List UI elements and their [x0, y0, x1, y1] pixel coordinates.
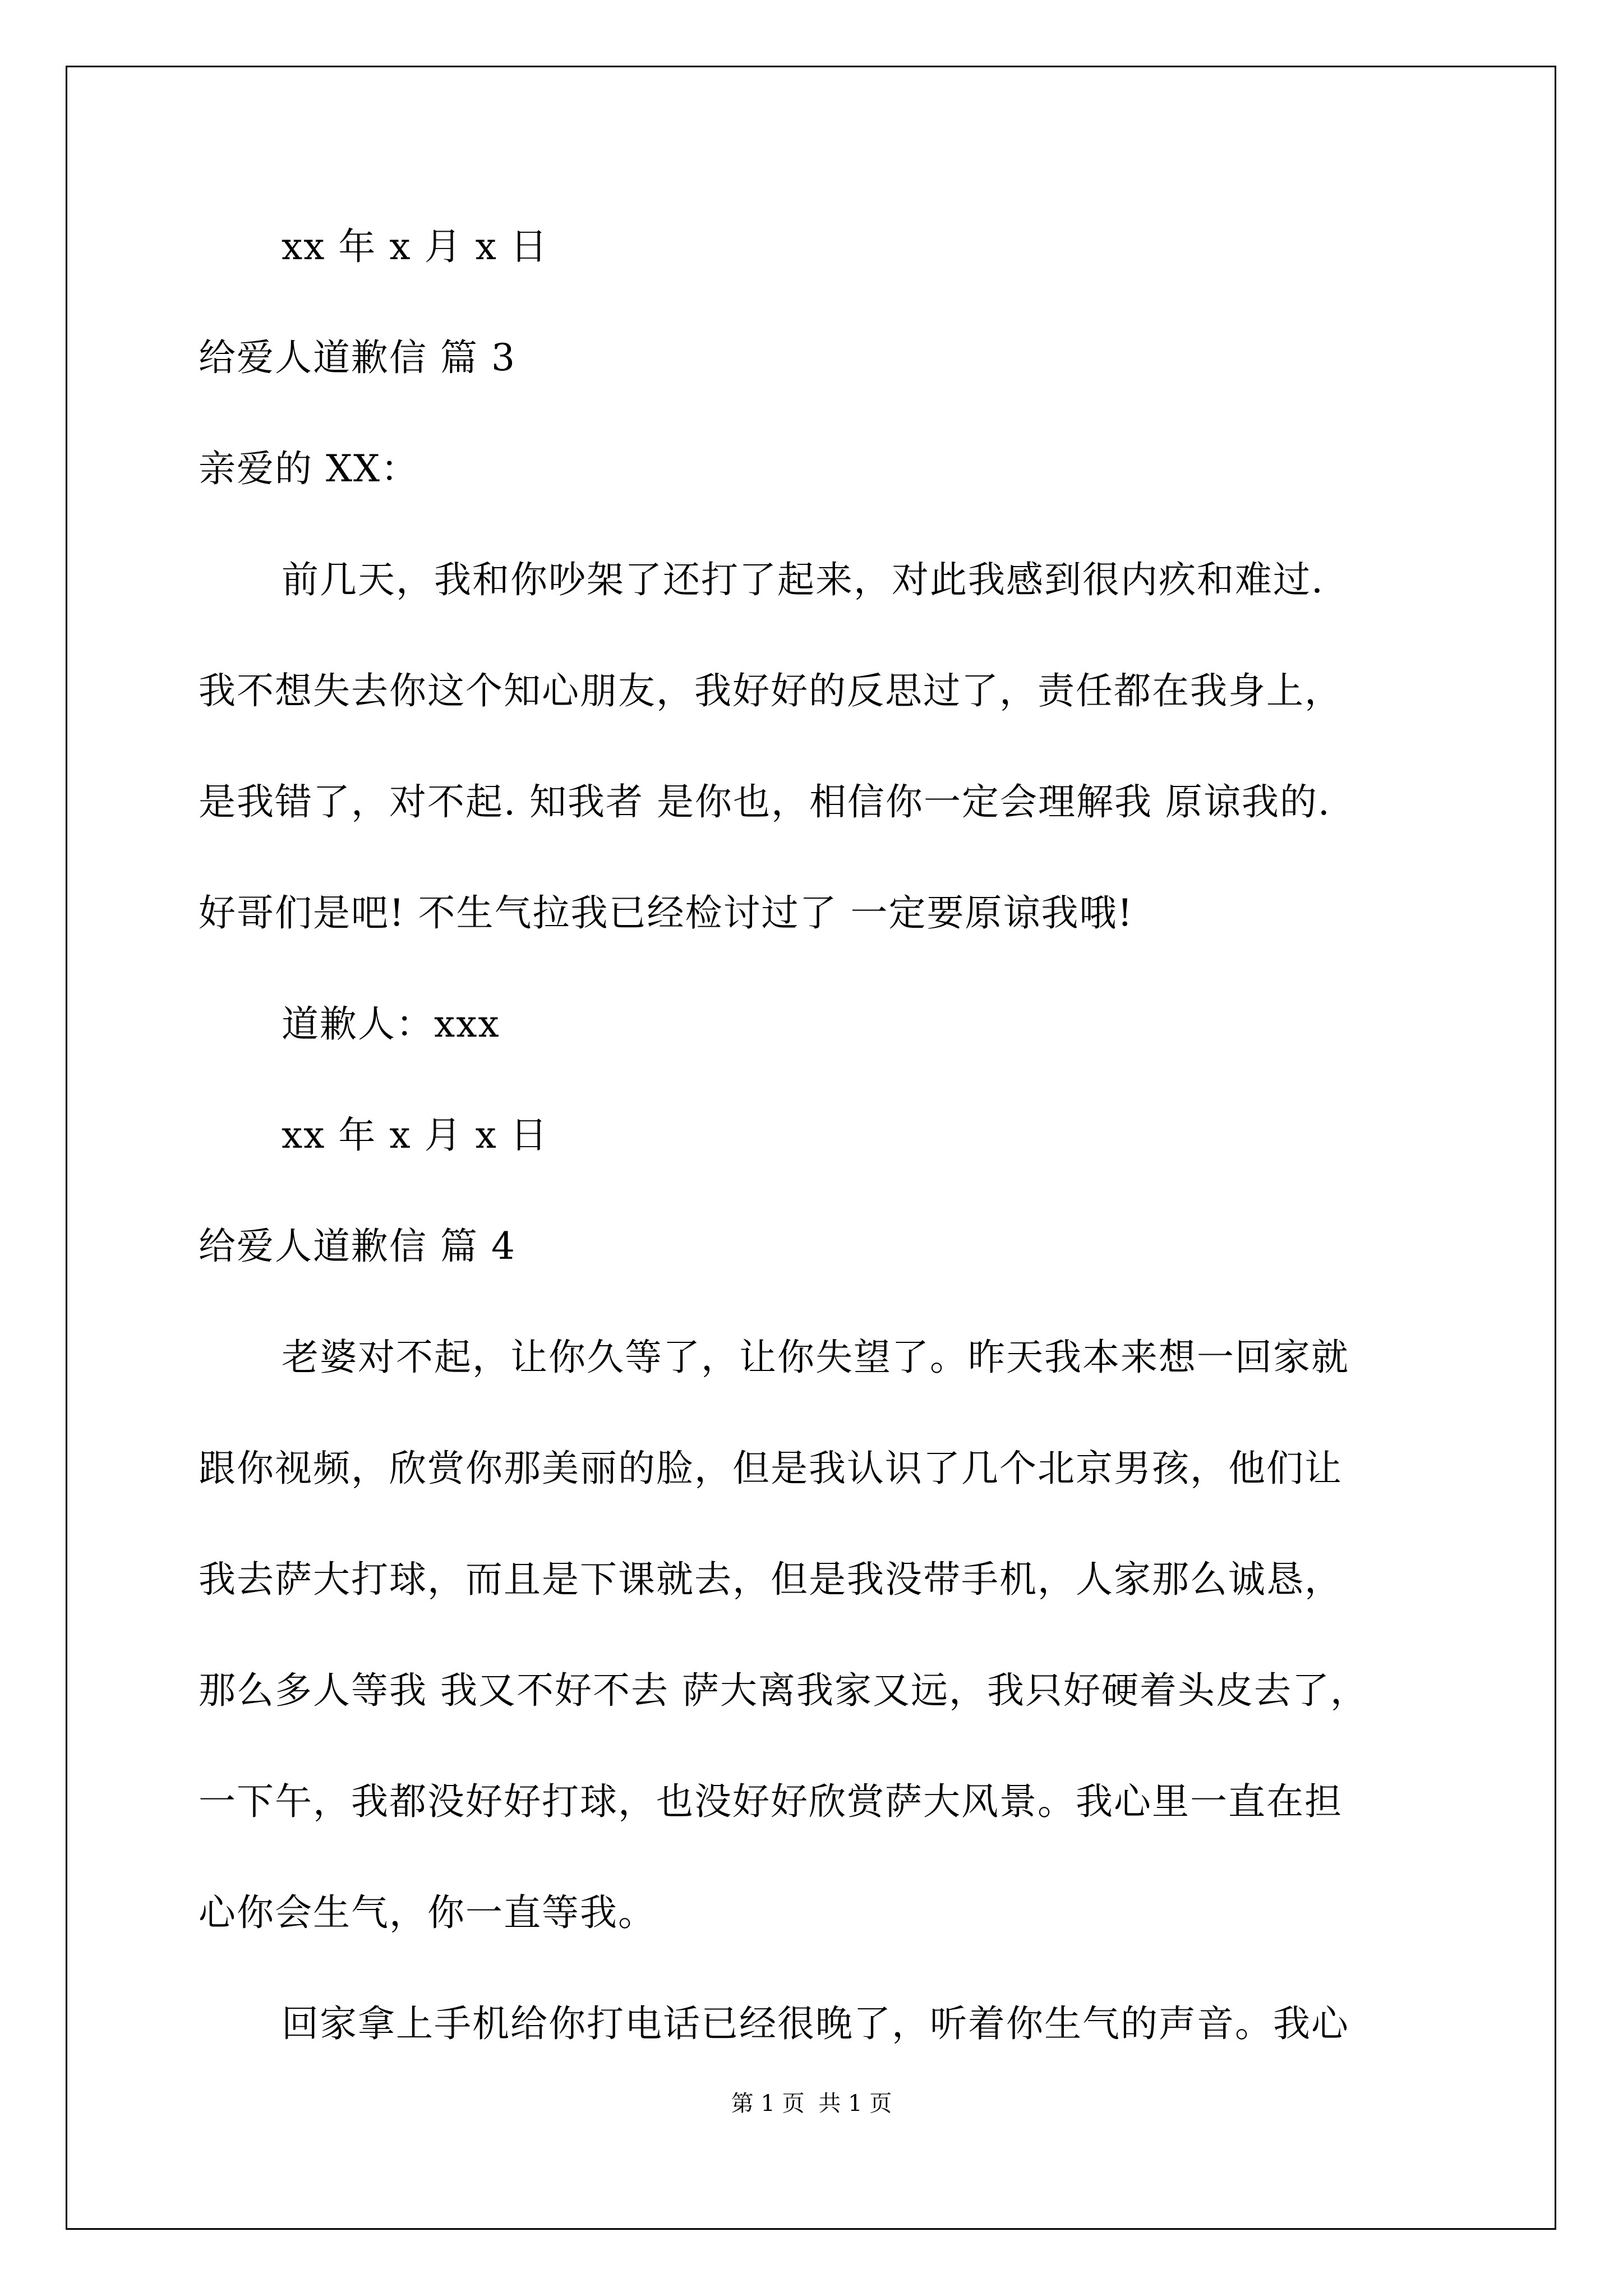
date-line: xx 年 x 月 x 日 [282, 225, 548, 268]
paragraph-line: 回家拿上手机给你打电话已经很晚了，听着你生气的声音。我心 [282, 2002, 1349, 2045]
signature-line: 道歉人：xxx [282, 1002, 500, 1046]
date-line: xx 年 x 月 x 日 [282, 1114, 548, 1157]
paragraph-line: 我去萨大打球，而且是下课就去，但是我没带手机，人家那么诚恳， [199, 1558, 1343, 1601]
paragraph-line: 一下午，我都没好好打球，也没好好欣赏萨大风景。我心里一直在担 [199, 1780, 1343, 1823]
paragraph-line: 跟你视频，欣赏你那美丽的脸，但是我认识了几个北京男孩，他们让 [199, 1447, 1343, 1490]
document-body [199, 219, 1477, 2052]
paragraph-line: 我不想失去你这个知心朋友，我好好的反思过了，责任都在我身上， [199, 669, 1343, 712]
page-number-total: 共 1 页 [818, 2091, 892, 2116]
paragraph-line: 前几天，我和你吵架了还打了起来，对此我感到很内疚和难过. [282, 558, 1324, 601]
paragraph-line: 老婆对不起，让你久等了，让你失望了。昨天我本来想一回家就 [282, 1336, 1349, 1379]
page-footer [0, 2088, 1623, 2119]
page-number-current: 第 1 页 [731, 2091, 805, 2116]
section-heading: 给爱人道歉信 篇 4 [199, 1225, 516, 1268]
paragraph-line: 心你会生气，你一直等我。 [199, 1891, 656, 1934]
paragraph-line: 那么多人等我 我又不好不去 萨大离我家又远，我只好硬着头皮去了， [199, 1669, 1368, 1712]
section-heading: 给爱人道歉信 篇 3 [199, 336, 516, 379]
paragraph-line: 好哥们是吧! 不生气拉我已经检讨过了 一定要原谅我哦! [199, 891, 1134, 935]
salutation: 亲爱的 XX： [199, 447, 419, 490]
paragraph-line: 是我错了，对不起. 知我者 是你也，相信你一定会理解我 原谅我的. [199, 780, 1331, 823]
